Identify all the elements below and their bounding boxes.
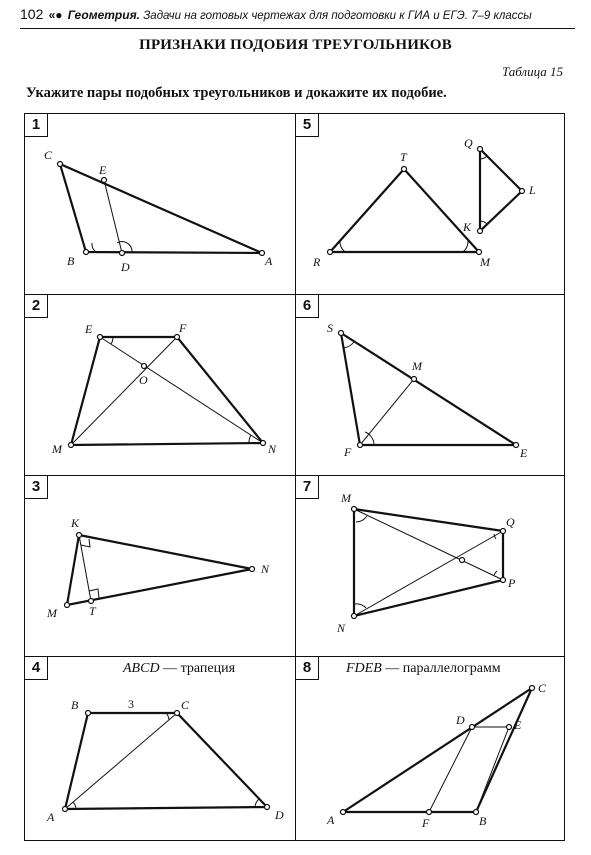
point-marker [120,251,125,256]
point-label-e: E [514,718,522,732]
header-rule [20,28,575,29]
segment-df [429,727,472,812]
point-marker [98,335,103,340]
point-label-k: K [463,220,472,234]
point-label-f: F [344,445,352,459]
segment-d-e [472,727,509,812]
triangle-acb [343,688,532,812]
point-marker [470,725,475,730]
caption-name: ABCD [123,661,160,676]
figure-7-drawing [296,476,566,658]
figure-cell-4 [25,657,295,839]
point-marker [341,810,346,815]
point-marker [402,167,407,172]
shape-group [67,535,252,605]
figure-cell-8 [296,657,566,839]
caption-text: — параллелограмм [381,661,501,676]
side-length-label: 3 [128,697,134,711]
point-label-q: Q [464,136,473,150]
point-label-c: C [181,698,190,712]
point-marker [352,614,357,619]
point-marker [339,331,344,336]
point-label-b: B [67,254,75,268]
point-label-q: Q [506,515,515,529]
point-label-f: F [179,321,187,335]
shape-group [63,711,270,812]
angle-mark-n [249,435,251,443]
point-label-t: T [400,150,407,164]
segment-mf [360,379,414,445]
page-title: ПРИЗНАКИ ПОДОБИЯ ТРЕУГОЛЬНИКОВ [139,37,452,53]
figure-8-drawing [296,657,566,839]
point-label-e: E [99,163,107,177]
angle-mark-n [355,604,366,608]
figure-number: 8 [296,657,319,680]
point-label-m: M [341,491,351,505]
shape-group [354,509,503,616]
point-label-d: D [456,713,465,727]
point-label-t: T [89,604,96,618]
angle-mark-b [92,243,96,252]
angle-mark-d [255,799,259,807]
figure-6-drawing [296,295,566,477]
shape-group [71,337,263,445]
point-label-f: F [422,816,430,830]
trapezoid-abcd [65,713,267,809]
point-marker [102,178,107,183]
figure-5-drawing [296,114,566,296]
point-marker [530,686,535,691]
book-subtitle: Задачи на готовых чертежах для подготовки к ГИА и ЕГЭ. 7–9 классы [143,10,532,22]
point-label-n: N [261,562,270,576]
point-label-m: M [52,442,62,456]
point-marker [478,147,483,152]
book-title: Геометрия. [67,8,140,22]
point-label-a: A [327,813,335,827]
triangle-knm [67,535,252,605]
diagonal-qn [354,531,503,616]
angle-mark-m [356,516,367,522]
shape-group [71,337,263,445]
angle-mark-m [463,241,468,252]
shape-group [354,509,503,616]
point-label-r: R [313,255,321,269]
point-marker [474,810,479,815]
point-label-k: K [71,516,80,530]
shape-group [429,727,509,812]
point-marker [65,603,70,608]
point-marker [477,250,482,255]
angle-mark-s [343,342,354,348]
point-label-b: B [479,814,487,828]
point-label-a: A [47,810,55,824]
point-label-l: L [529,183,536,197]
point-marker [86,711,91,716]
point-marker [478,229,483,234]
triangle-abc [60,164,262,253]
figure-2-drawing [25,295,295,477]
point-label-c: C [538,681,547,695]
point-marker [89,599,94,604]
page-header [20,6,580,28]
point-label-s: S [327,321,333,335]
diagonal-ca [65,713,177,809]
point-label-a: A [265,254,273,268]
point-marker [507,725,512,730]
point-marker [63,807,68,812]
figure-number: 5 [296,114,319,137]
point-marker [412,377,417,382]
figure-cell-7 [296,476,566,658]
point-label-n: N [337,621,346,635]
figure-1-drawing [25,114,295,296]
figure-cell-1 [25,114,295,296]
shape-group [352,507,506,619]
point-marker [250,567,255,572]
point-marker [427,810,432,815]
point-marker [265,805,270,810]
shape-group [65,533,255,608]
point-marker [142,364,147,369]
point-label-e: E [520,446,528,460]
figure-number: 2 [25,295,48,318]
figure-grid [24,113,565,841]
trapezoid-efnm [71,337,263,445]
triangle-rtm [330,169,479,252]
point-label-b: B [71,698,79,712]
quote-mark-icon: «● [48,8,63,22]
quad-mqpn [354,509,503,616]
point-marker [261,441,266,446]
angle-mark-r [340,240,345,252]
triangle-qlk [480,149,522,231]
figure-4-drawing [25,657,295,839]
point-marker [58,162,63,167]
shape-group [65,713,259,809]
triangle-sef [341,333,516,445]
point-label-m: M [480,255,490,269]
figure-cell-3 [25,476,295,658]
point-marker [460,558,465,563]
point-marker [501,529,506,534]
figure-number: 3 [25,476,48,499]
shape-group [330,149,522,252]
point-marker [77,533,82,538]
figure-number: 7 [296,476,319,499]
point-label-c: C [44,148,53,162]
caption-name: FDEB [346,661,382,676]
shape-group [341,333,516,445]
caption-text: — трапеция [159,661,236,676]
shape-group [60,164,262,253]
shape-group [343,688,532,812]
table-label: Таблица 15 [501,64,563,79]
point-marker [352,507,357,512]
right-angle-k [81,539,90,547]
figure-cell-6 [296,295,566,477]
point-label-o: O [139,373,148,387]
point-marker [358,443,363,448]
point-marker [69,443,74,448]
shape-group [65,713,267,809]
angle-mark-p [494,571,497,575]
point-marker [84,250,89,255]
figure-cell-5 [296,114,566,296]
point-label-e: E [85,322,93,336]
point-marker [260,251,265,256]
figure-number: 6 [296,295,319,318]
point-marker [514,443,519,448]
shape-group [79,535,99,601]
figure-number: 1 [25,114,48,137]
figure-cell-2 [25,295,295,477]
page-number: 102 [20,6,44,22]
shape-group [69,335,266,448]
figure-number: 4 [25,657,48,680]
point-label-d: D [121,260,130,274]
point-label-m: M [412,359,422,373]
point-marker [328,250,333,255]
point-marker [501,578,506,583]
point-marker [175,335,180,340]
point-marker [520,189,525,194]
point-marker [175,711,180,716]
task-text: Укажите пары подобных треугольников и докажите их подобие. [26,85,447,101]
point-label-n: N [268,442,277,456]
point-label-d: D [275,808,284,822]
point-label-p: P [508,576,516,590]
point-label-m: M [47,606,57,620]
figure-3-drawing [25,476,295,658]
